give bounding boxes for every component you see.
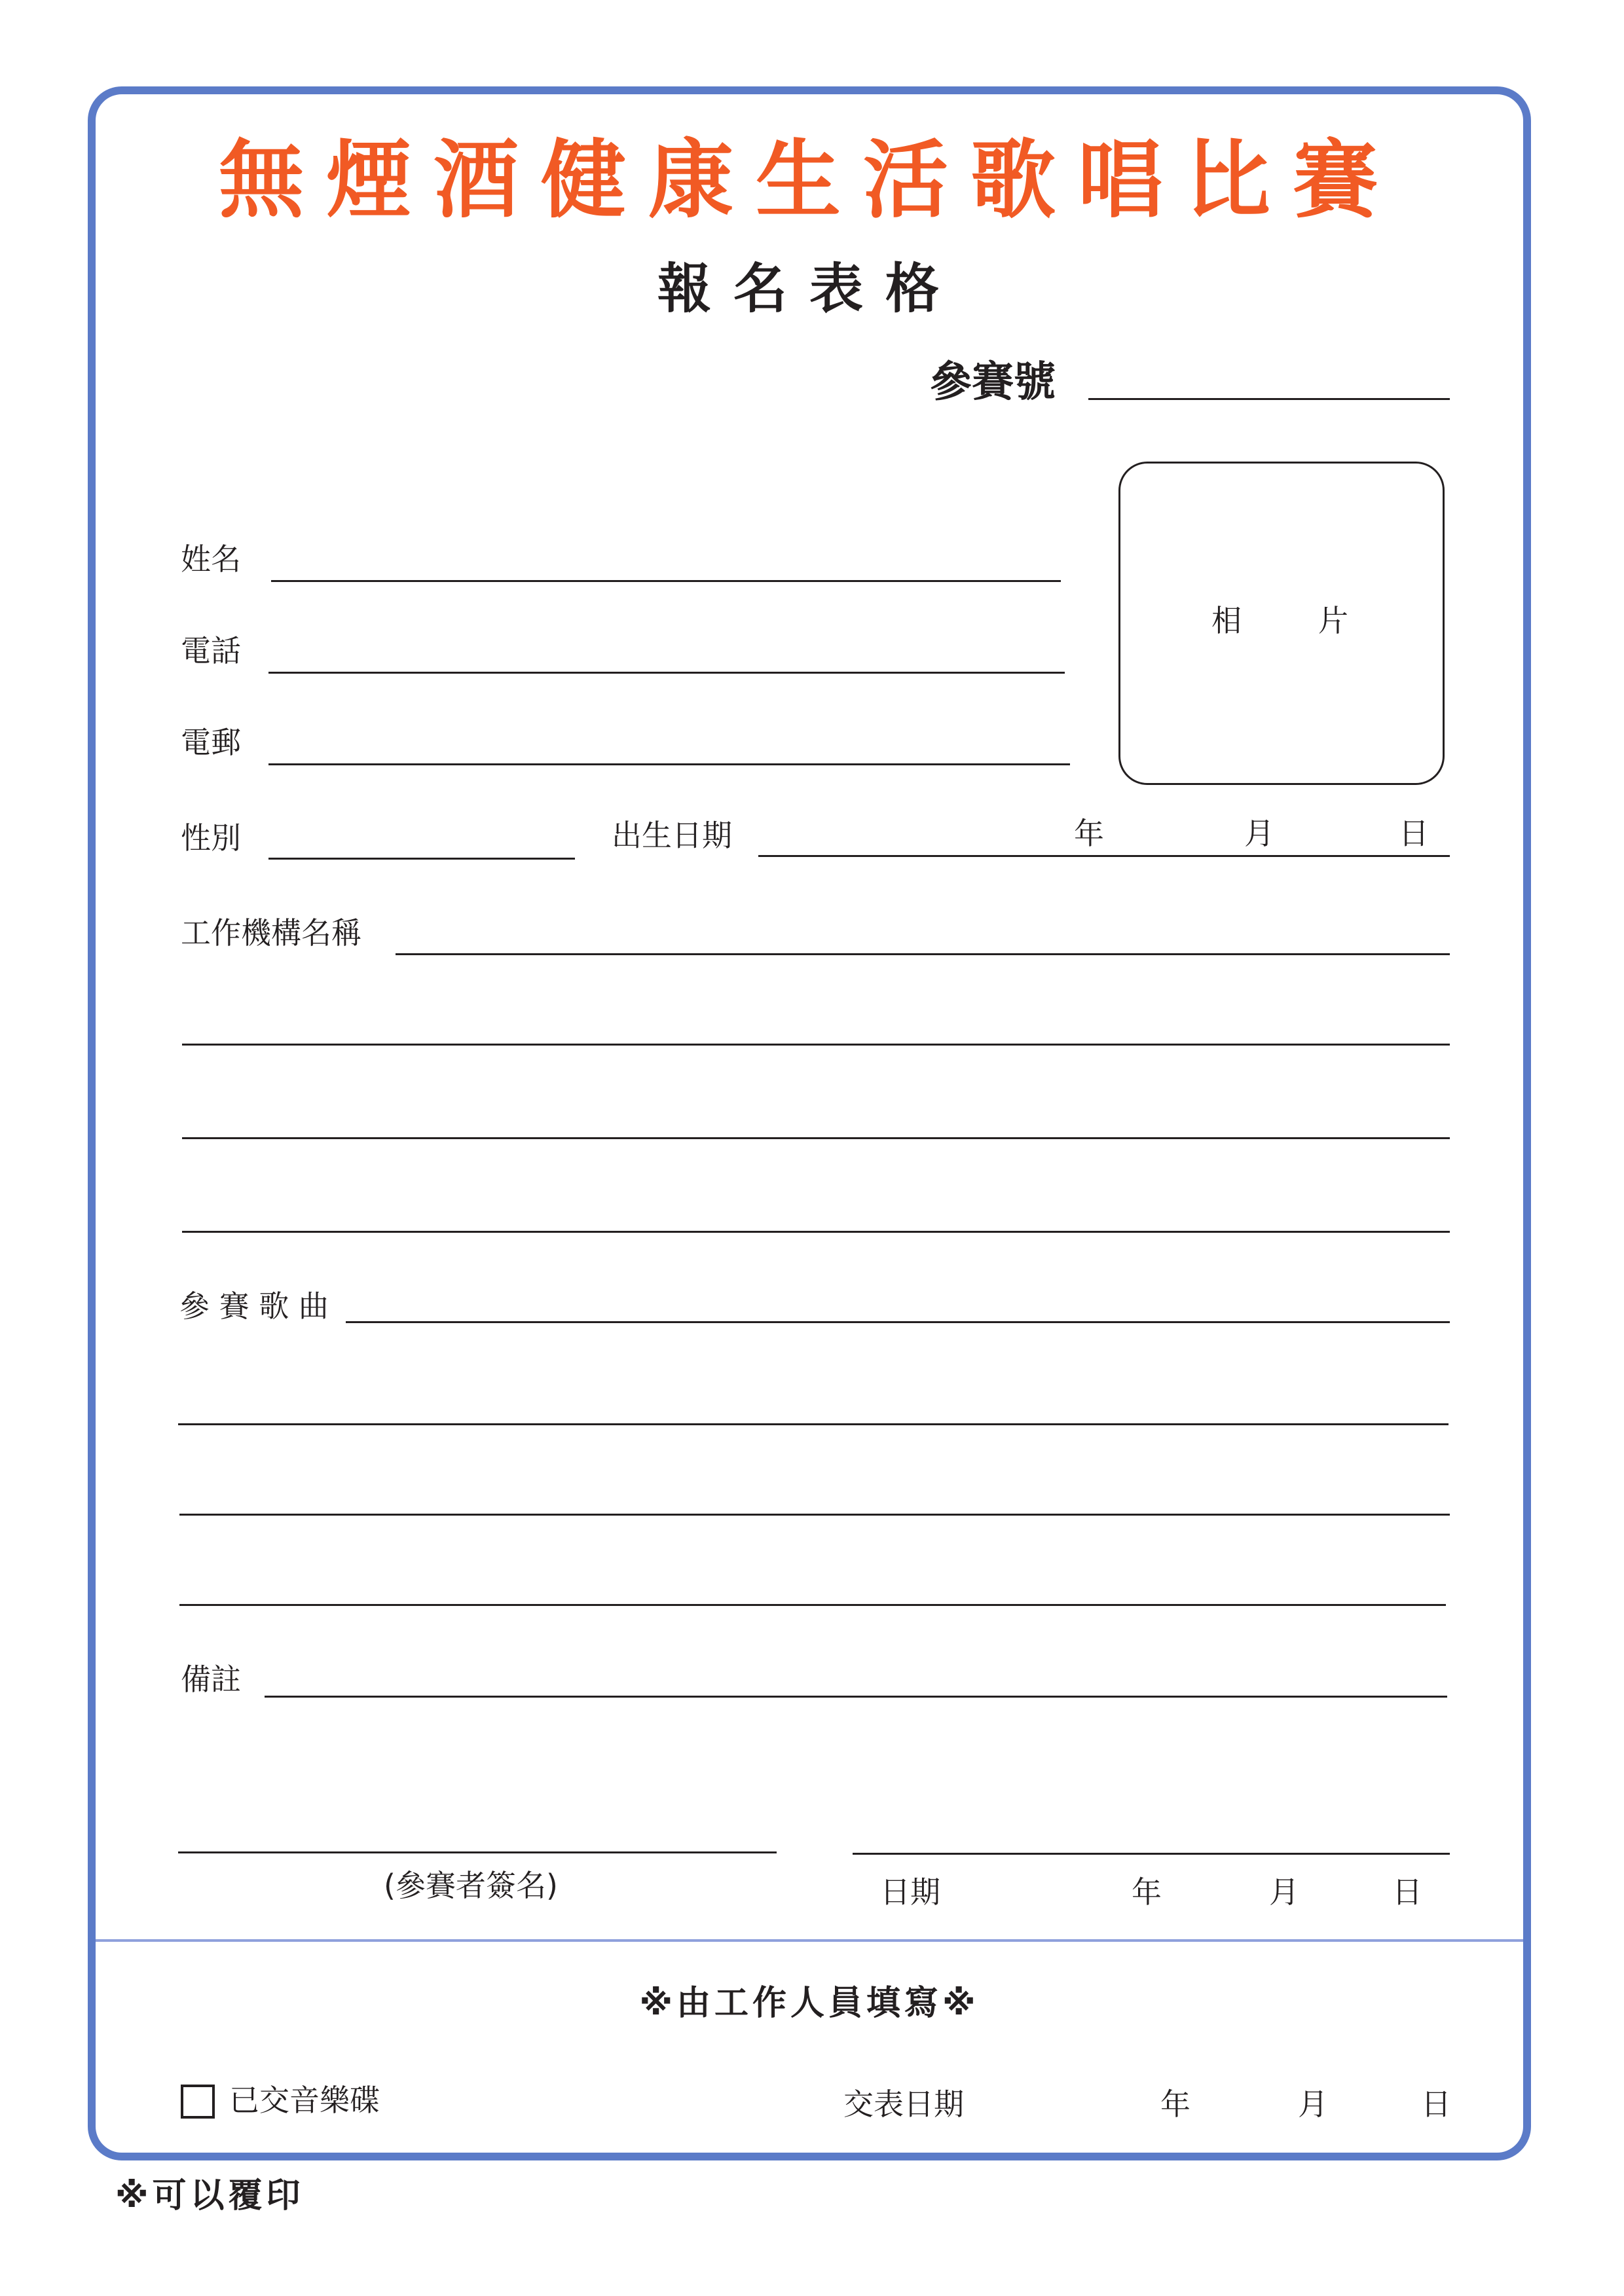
staff-section-divider xyxy=(96,1939,1523,1942)
name-field[interactable] xyxy=(271,580,1061,582)
submit-year-label: 年 xyxy=(1160,2086,1190,2122)
photocopy-note: ※可以覆印 xyxy=(115,2176,304,2215)
phone-field[interactable] xyxy=(268,672,1065,674)
photo-label-char-2: 片 xyxy=(1318,603,1348,638)
remarks-label: 備註 xyxy=(181,1662,241,1697)
signature-label: (參賽者簽名) xyxy=(384,1868,558,1903)
dob-field[interactable] xyxy=(758,855,1450,857)
signature-date-label: 日期 xyxy=(880,1874,940,1910)
organization-label: 工作機構名稱 xyxy=(181,915,361,951)
signature-date-field[interactable] xyxy=(853,1853,1450,1855)
entry-number-label: 參賽號 xyxy=(930,358,1056,407)
song-field-line-4[interactable] xyxy=(179,1604,1446,1606)
photo-label-char-1: 相 xyxy=(1211,603,1242,638)
signature-month-label: 月 xyxy=(1269,1874,1299,1910)
organization-field-line-3[interactable] xyxy=(182,1137,1450,1139)
signature-day-label: 日 xyxy=(1392,1874,1422,1910)
cd-submitted-checkbox[interactable] xyxy=(181,2085,215,2119)
form-title: 無煙酒健康生活歌唱比賽 xyxy=(218,130,1400,230)
gender-label: 性別 xyxy=(181,820,241,856)
dob-day-label: 日 xyxy=(1399,816,1429,851)
dob-label: 出生日期 xyxy=(612,818,732,853)
entry-number-field[interactable] xyxy=(1088,398,1450,400)
photo-box xyxy=(1118,462,1445,785)
dob-year-label: 年 xyxy=(1074,816,1104,851)
song-field[interactable] xyxy=(346,1321,1450,1323)
gender-field[interactable] xyxy=(268,858,575,860)
name-label: 姓名 xyxy=(181,541,241,577)
organization-field[interactable] xyxy=(396,953,1450,955)
signature-field[interactable] xyxy=(178,1851,777,1853)
phone-label: 電話 xyxy=(181,633,241,668)
dob-month-label: 月 xyxy=(1244,816,1274,851)
form-subtitle: 報名表格 xyxy=(657,258,961,320)
song-field-line-3[interactable] xyxy=(179,1514,1450,1516)
submit-day-label: 日 xyxy=(1421,2086,1451,2122)
remarks-field[interactable] xyxy=(265,1696,1447,1698)
cd-submitted-label: 已交音樂碟 xyxy=(229,2083,380,2118)
email-field[interactable] xyxy=(268,763,1070,765)
organization-field-line-4[interactable] xyxy=(182,1231,1450,1233)
song-field-line-2[interactable] xyxy=(178,1423,1449,1425)
signature-year-label: 年 xyxy=(1132,1874,1162,1910)
song-label: 參 賽 歌 曲 xyxy=(179,1288,329,1324)
staff-section-heading: ※由工作人員填寫※ xyxy=(639,1984,980,2023)
submit-date-label: 交表日期 xyxy=(843,2086,964,2122)
email-label: 電郵 xyxy=(181,725,241,760)
organization-field-line-2[interactable] xyxy=(182,1044,1450,1046)
submit-month-label: 月 xyxy=(1298,2086,1328,2122)
